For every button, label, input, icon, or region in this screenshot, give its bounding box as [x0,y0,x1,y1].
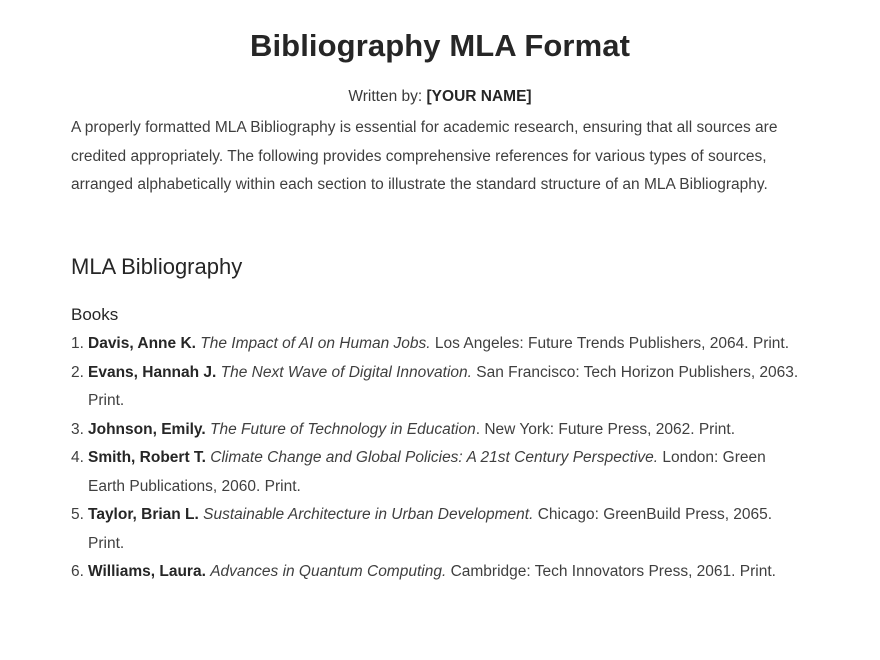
reference-author: Evans, Hannah J. [88,363,217,381]
reference-item [71,359,801,416]
page-title: Bibliography MLA Format [249,28,631,63]
reference-item [71,416,801,445]
author-line [0,88,880,106]
reference-author: Johnson, Emily. [88,420,206,438]
reference-title: Climate Change and Global Policies: A 21st Century Perspective. [210,449,659,466]
reference-item [71,444,801,501]
reference-number: 4. [71,449,84,466]
reference-publication: Chicago: GreenBuild Press, 2065. Print. [88,506,773,552]
subsection-heading-books: Books [71,305,119,324]
reference-author: Smith, Robert T. [88,449,206,466]
reference-title: The Future of Technology in Education [210,420,476,438]
reference-publication: . New York: Future Press, 2062. Print. [475,420,736,438]
reference-number: 6. [71,563,84,580]
books-reference-list [71,330,801,587]
reference-number: 1. [71,335,84,352]
reference-title: The Next Wave of Digital Innovation. [220,363,472,381]
reference-number: 2. [71,363,84,381]
reference-publication: San Francisco: Tech Horizon Publishers, 2063. Print. [88,363,799,409]
intro-paragraph: A properly formatted MLA Bibliography is essential for academic research, ensuring that all sources are credited appropriately. The following provides comprehensive references for various types of sources, arranged alphabetically within each section to illustrate the standard structure of an MLA Bibliography. [71,119,778,193]
reference-publication: Los Angeles: Future Trends Publishers, 2064. Print. [434,335,790,352]
reference-number: 5. [71,506,84,523]
reference-author: Davis, Anne K. [88,335,196,352]
reference-publication: Cambridge: Tech Innovators Press, 2061. Print. [450,563,776,580]
reference-number: 3. [71,420,84,438]
reference-title: Advances in Quantum Computing. [210,563,447,580]
author-label: Written by: [348,88,423,105]
reference-publication: London: Green Earth Publications, 2060. Print. [88,449,766,495]
section-heading-mla-bibliography: MLA Bibliography [71,254,243,279]
reference-item [71,501,801,558]
reference-title: Sustainable Architecture in Urban Development. [203,506,534,523]
reference-author: Williams, Laura. [88,563,206,580]
reference-item [71,330,801,359]
author-name: [YOUR NAME] [426,88,532,105]
reference-author: Taylor, Brian L. [88,506,199,523]
reference-title: The Impact of AI on Human Jobs. [200,335,431,352]
reference-item [71,558,801,587]
